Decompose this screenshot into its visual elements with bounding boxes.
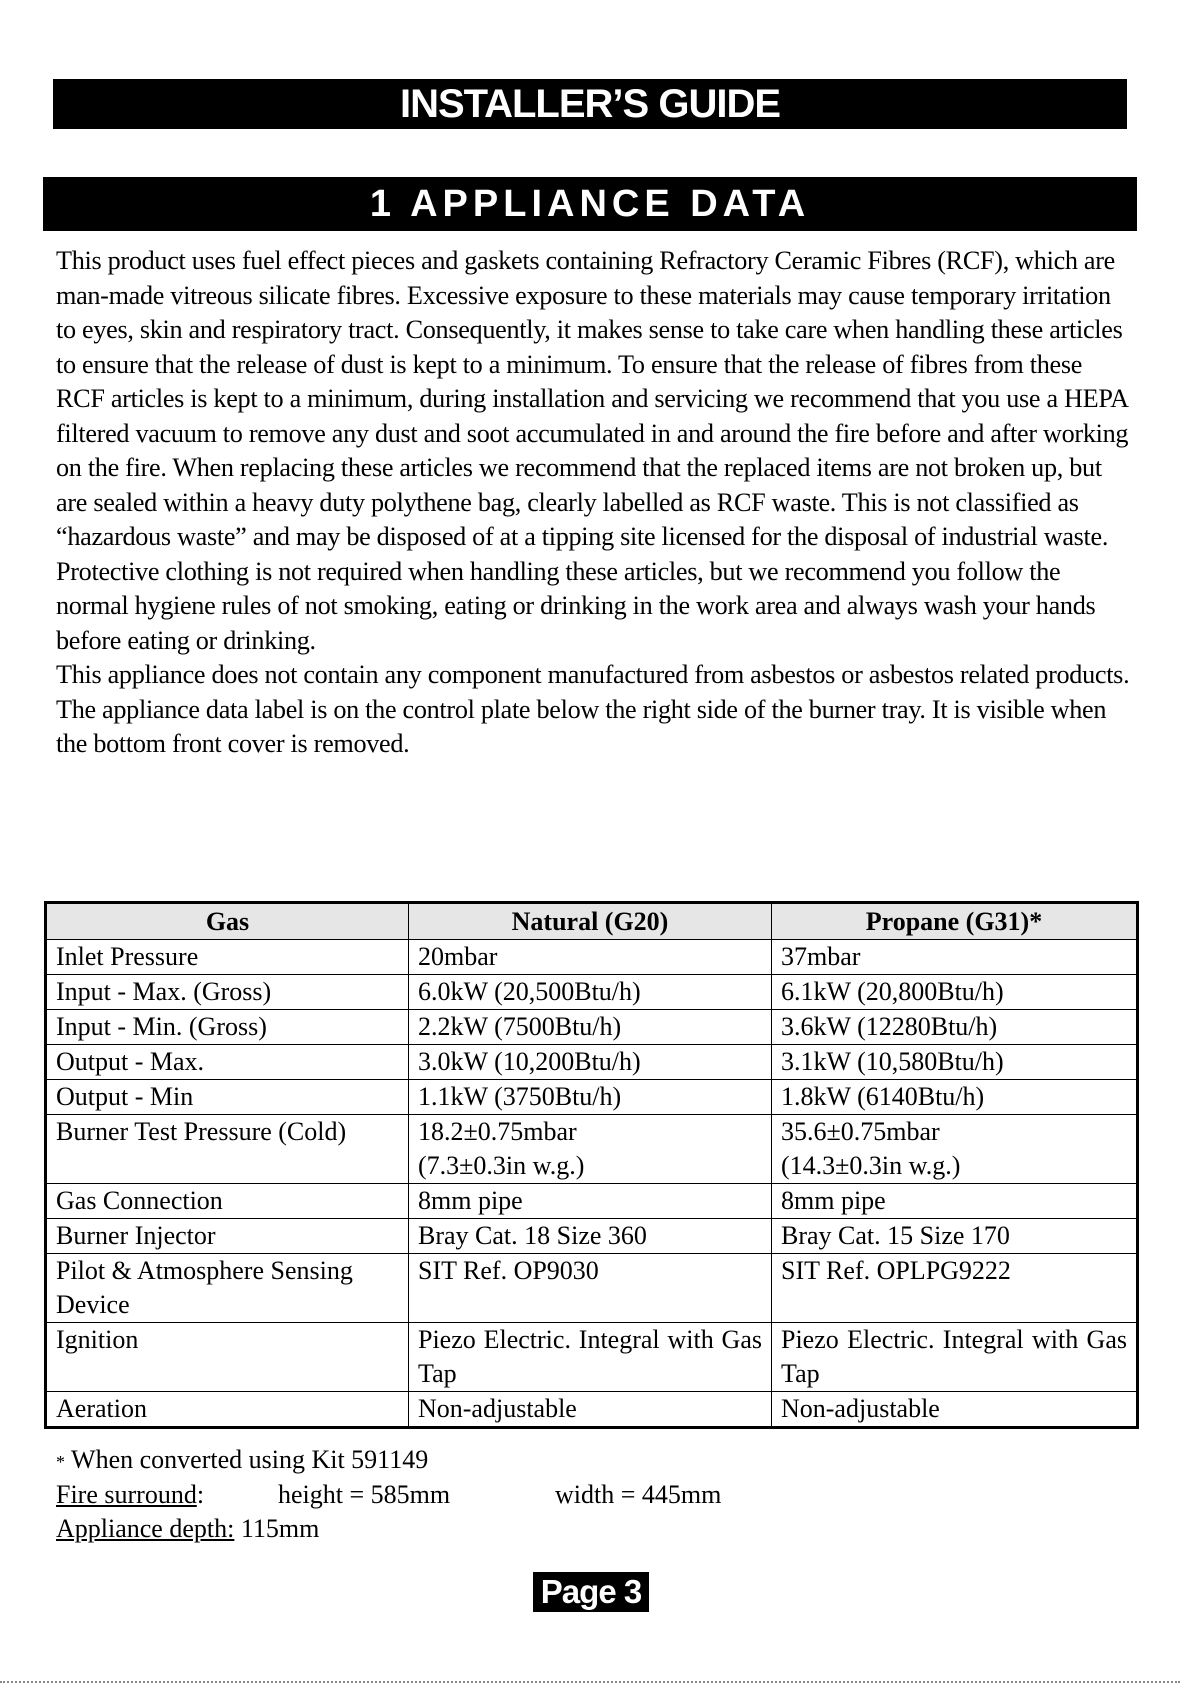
body-text xyxy=(56,244,1136,762)
table-row xyxy=(46,975,1138,1010)
propane-value: Bray Cat. 15 Size 170 xyxy=(772,1219,1138,1254)
row-label: Aeration xyxy=(46,1392,409,1428)
natural-value: Non-adjustable xyxy=(409,1392,772,1428)
header-propane: Propane (G31)* xyxy=(772,903,1138,940)
table-row xyxy=(46,1219,1138,1254)
section-title: 1 APPLIANCE DATA xyxy=(43,177,1137,231)
kit-footnote xyxy=(56,1443,1056,1478)
table-row xyxy=(46,1045,1138,1080)
appliance-depth-label: Appliance depth: xyxy=(56,1514,235,1543)
natural-value: 1.1kW (3750Btu/h) xyxy=(409,1080,772,1115)
natural-value: Bray Cat. 18 Size 360 xyxy=(409,1219,772,1254)
propane-value: Piezo Electric. Integral with Gas Tap xyxy=(772,1323,1138,1392)
table-row xyxy=(46,1184,1138,1219)
appliance-data-table xyxy=(44,901,1139,1429)
table-row xyxy=(46,1323,1138,1392)
row-label: Burner Injector xyxy=(46,1219,409,1254)
fire-surround-label: Fire surround xyxy=(56,1479,197,1509)
row-label: Ignition xyxy=(46,1323,409,1392)
data-label-paragraph: The appliance data label is on the control plate below the right side of the burner tray. It is visible when the bottom front cover is removed. xyxy=(56,694,1107,758)
natural-value: 8mm pipe xyxy=(409,1184,772,1219)
table-row xyxy=(46,1080,1138,1115)
propane-value: 6.1kW (20,800Btu/h) xyxy=(772,975,1138,1010)
propane-value: 35.6±0.75mbar (14.3±0.3in w.g.) xyxy=(772,1115,1138,1184)
propane-value: 8mm pipe xyxy=(772,1184,1138,1219)
table-row xyxy=(46,1392,1138,1428)
footnotes xyxy=(56,1443,1056,1547)
propane-value: 1.8kW (6140Btu/h) xyxy=(772,1080,1138,1115)
asbestos-paragraph: This appliance does not contain any component manufactured from asbestos or asbestos related products. xyxy=(56,660,1130,689)
row-label: Input - Min. (Gross) xyxy=(46,1010,409,1045)
footnote-star: * xyxy=(56,1451,65,1472)
row-label: Pilot & Atmosphere Sensing Device xyxy=(46,1254,409,1323)
table-row xyxy=(46,1254,1138,1323)
kit-note: When converted using Kit 591149 xyxy=(71,1445,429,1474)
propane-value: SIT Ref. OPLPG9222 xyxy=(772,1254,1138,1323)
table-row xyxy=(46,940,1138,975)
natural-value: 2.2kW (7500Btu/h) xyxy=(409,1010,772,1045)
page-number: Page 3 xyxy=(533,1572,649,1612)
header-gas: Gas xyxy=(46,903,409,940)
row-label: Output - Max. xyxy=(46,1045,409,1080)
row-label: Inlet Pressure xyxy=(46,940,409,975)
table-row xyxy=(46,1010,1138,1045)
page-bottom-rule xyxy=(0,1681,1180,1683)
propane-value: 37mbar xyxy=(772,940,1138,975)
natural-value: SIT Ref. OP9030 xyxy=(409,1254,772,1323)
natural-value: 18.2±0.75mbar (7.3±0.3in w.g.) xyxy=(409,1115,772,1184)
natural-value: 20mbar xyxy=(409,940,772,975)
row-label: Input - Max. (Gross) xyxy=(46,975,409,1010)
natural-value: Piezo Electric. Integral with Gas Tap xyxy=(409,1323,772,1392)
row-label: Burner Test Pressure (Cold) xyxy=(46,1115,409,1184)
fire-surround-colon: : xyxy=(196,1479,205,1509)
row-label: Output - Min xyxy=(46,1080,409,1115)
appliance-depth-value: 115mm xyxy=(240,1514,320,1543)
propane-value: 3.1kW (10,580Btu/h) xyxy=(772,1045,1138,1080)
surround-height: height = 585mm xyxy=(278,1479,451,1509)
propane-value: Non-adjustable xyxy=(772,1392,1138,1428)
header-natural: Natural (G20) xyxy=(409,903,772,940)
rcf-paragraph: This product uses fuel effect pieces and gaskets containing Refractory Ceramic Fibres (RCF), which are man-made vitreous silicate fibres. Excessive exposure to these materials may cause temporary irritation to eyes, skin and respiratory tract. Consequently, it makes sense to take care when handling these articles to ensure that the release of dust is kept to a minimum. To ensure that the release of fibres from these RCF articles is kept to a minimum, during installation and servicing we recommend that you use a HEPA filtered vacuum to remove any dust and soot accumulated in and around the fire before and after working on the fire. When replacing these articles we recommend that the replaced items are not broken up, but are sealed within a heavy duty polythene bag, clearly labelled as RCF waste. This is not classified as “hazardous waste” and may be disposed of at a tipping site licensed for the disposal of industrial waste. Protective clothing is not required when handling these articles, but we recommend you follow the normal hygiene rules of not smoking, eating or drinking in the work area and always wash your hands before eating or drinking. xyxy=(56,246,1129,655)
table-row xyxy=(46,1115,1138,1184)
natural-value: 3.0kW (10,200Btu/h) xyxy=(409,1045,772,1080)
table-header-row xyxy=(46,903,1138,940)
propane-value: 3.6kW (12280Btu/h) xyxy=(772,1010,1138,1045)
fire-surround-line xyxy=(56,1478,1056,1513)
row-label: Gas Connection xyxy=(46,1184,409,1219)
surround-width: width = 445mm xyxy=(555,1479,722,1509)
appliance-depth-line xyxy=(56,1512,1056,1547)
natural-value: 6.0kW (20,500Btu/h) xyxy=(409,975,772,1010)
guide-title: INSTALLER’S GUIDE xyxy=(53,79,1127,129)
